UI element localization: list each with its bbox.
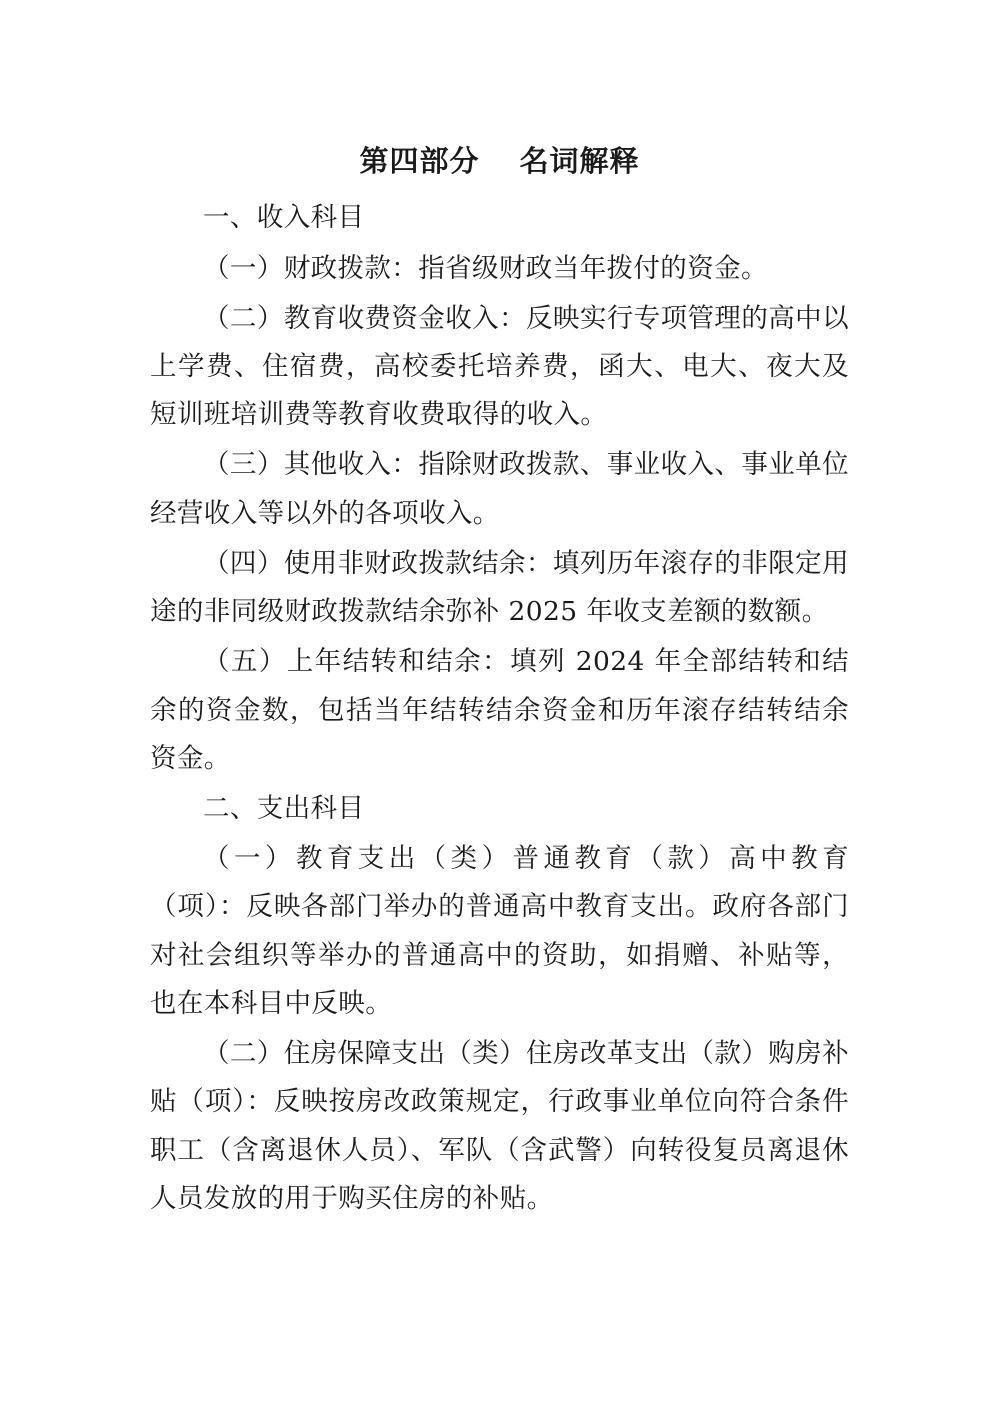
paragraph-income-1: （一）财政拨款：指省级财政当年拨付的资金。	[203, 252, 768, 284]
paragraph-expenditure-2: （二）住房保障支出（类）住房改革支出（款）购房补贴（项）：反映按房改政策规定，行政事业单位向符合条件职工（含离退休人员）、军队（含武警）向转役复员离退休人员发放的用于购买住房的补贴。	[150, 1038, 849, 1214]
paragraph-income-2: （二）教育收费资金收入：反映实行专项管理的高中以上学费、住宿费，高校委托培养费，函大、电大、夜大及短训班培训费等教育收费取得的收入。	[150, 302, 849, 431]
paragraph-income-3: （三）其他收入：指除财政拨款、事业收入、事业单位经营收入等以外的各项收入。	[150, 449, 849, 529]
page-title-sub: 名词解释	[519, 144, 640, 178]
paragraph-income-4: （四）使用非财政拨款结余：填列历年滚存的非限定用途的非同级财政拨款结余弥补 2025 年收支差额的数额。	[150, 547, 849, 628]
section-heading-expenditure: 二、支出科目	[203, 793, 365, 825]
page-title-main: 第四部分	[359, 144, 480, 178]
paragraph-expenditure-1: （一）教育支出（类）普通教育（款）高中教育（项）：反映各部门举办的普通高中教育支出。政府各部门对社会组织等举办的普通高中的资助，如捐赠、补贴等，也在本科目中反映。	[150, 843, 849, 1019]
page-title	[150, 138, 849, 184]
section-heading-income: 一、收入科目	[203, 202, 365, 234]
paragraph-income-5: （五）上年结转和结余：填列 2024 年全部结转和结余的资金数，包括当年结转结余资金和历年滚存结转结余资金。	[150, 646, 849, 774]
